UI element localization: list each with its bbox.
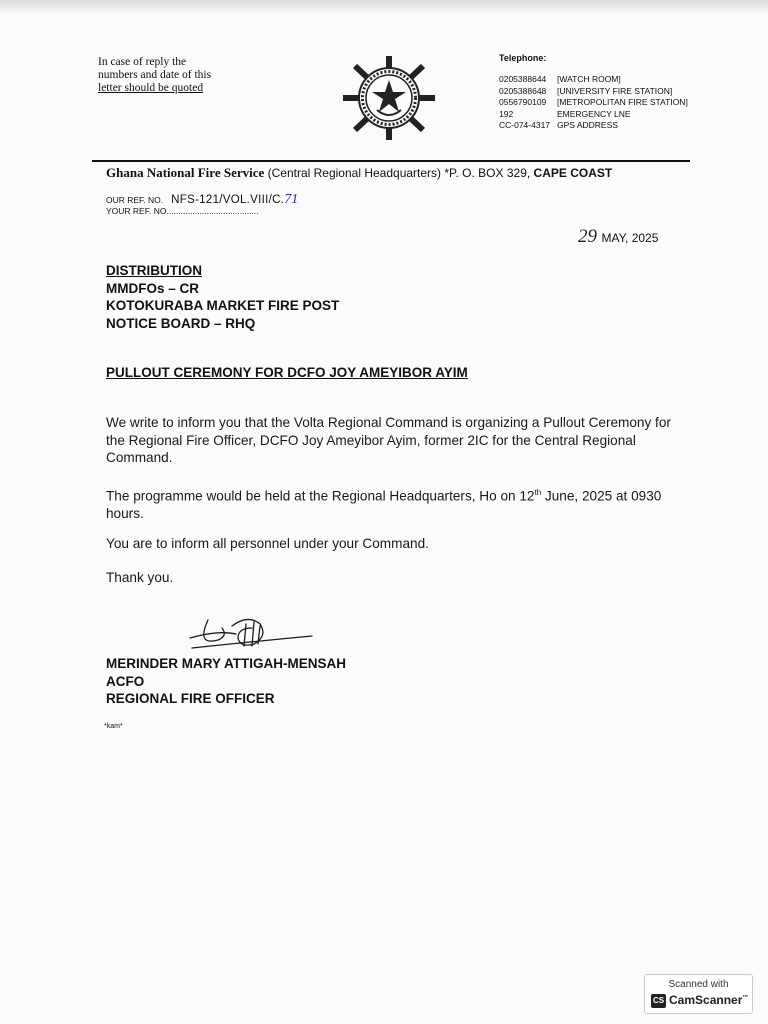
body-paragraph-3: You are to inform all personnel under your Command. [106,536,429,551]
phone-label: [UNIVERSITY FIRE STATION] [557,85,673,96]
reply-note-line-3: letter should be quoted [98,82,204,94]
reply-note-line-2: numbers and date of this [98,69,212,81]
your-ref [106,206,298,217]
phone-number: 0556790109 [499,97,547,107]
camscanner-watermark [644,974,753,1014]
your-ref-dots: ...................................... [168,206,259,216]
phone-label: [WATCH ROOM] [557,74,621,84]
date-day-handwritten: 29 [578,226,597,247]
org-name: Ghana National Fire Service [106,165,265,180]
letterhead [106,165,612,181]
date-month-year: MAY, 2025 [601,231,659,245]
our-ref [106,194,298,206]
body-paragraph-2 [106,484,692,523]
our-ref-label: OUR REF. NO. [106,195,164,205]
distribution-block [106,262,339,332]
your-ref-label: YOUR REF. NO. [106,206,169,216]
signer-rank: ACFO [106,673,145,689]
p2-before: The programme would be held at the Regional Headquarters, Ho on 12 [106,488,535,504]
telephone-row [499,109,688,121]
camscanner-logo: CS [651,994,666,1008]
our-ref-value: NFS-121/VOL.VIII/C. [171,194,285,206]
signer-name: MERINDER MARY ATTIGAH-MENSAH [106,656,346,671]
phone-label: EMERGENCY LNE [557,108,631,119]
distribution-title: DISTRIBUTION [106,263,202,278]
telephone-row [499,97,688,109]
distribution-item: KOTOKURABA MARKET FIRE POST [106,298,340,313]
closing-thanks: Thank you. [106,570,174,585]
org-subtitle: (Central Regional Headquarters) [264,166,445,180]
phone-number: 0205388648 [499,85,547,96]
scanned-with-text: Scanned with [668,979,729,990]
signer-title: REGIONAL FIRE OFFICER [106,691,275,706]
letter-date [578,226,658,248]
our-ref-handwritten: 71 [284,192,299,207]
header-divider [92,160,690,162]
distribution-item: MMDFOs – CR [106,280,200,296]
typist-initials: *kam* [104,723,123,730]
reply-note-line-1: In case of reply the [98,56,187,68]
telephone-list [499,74,688,132]
p2-sup: th [534,488,542,497]
address-city: CAPE COAST [533,166,613,180]
letter-subject: PULLOUT CEREMONY FOR DCFO JOY AMEYIBOR AYIM [106,365,468,380]
telephone-row [499,120,688,132]
telephone-row [499,74,688,86]
phone-number: 192 [499,108,514,119]
phone-number: CC-074-4317 [499,120,551,130]
address-prefix: *P. O. BOX 329, [444,166,534,180]
phone-number: 0205388644 [499,74,547,84]
camscanner-name [669,993,748,1007]
telephone-title: Telephone: [499,53,547,63]
p2-after: June, 2025 at 0930 hours. [106,488,662,522]
reference-block [106,194,298,217]
phone-label: [METROPOLITAN FIRE STATION] [557,97,688,107]
camscanner-label: CamScanner [669,993,743,1007]
camscanner-tm: ™ [742,995,749,1001]
signer-block [106,655,346,708]
reply-note [98,56,258,95]
fire-service-crest-icon [337,54,441,142]
phone-label: GPS ADDRESS [557,120,618,130]
scan-edge-shadow [0,0,768,14]
body-paragraph-1: We write to inform you that the Volta Regional Command is organizing a Pullout Ceremony for the Regional Fire Officer, DCFO Joy Ameyibor Ayim, former 2IC for the Central Regional Command. [106,415,671,465]
telephone-row [499,86,688,98]
distribution-item: NOTICE BOARD – RHQ [106,315,256,331]
